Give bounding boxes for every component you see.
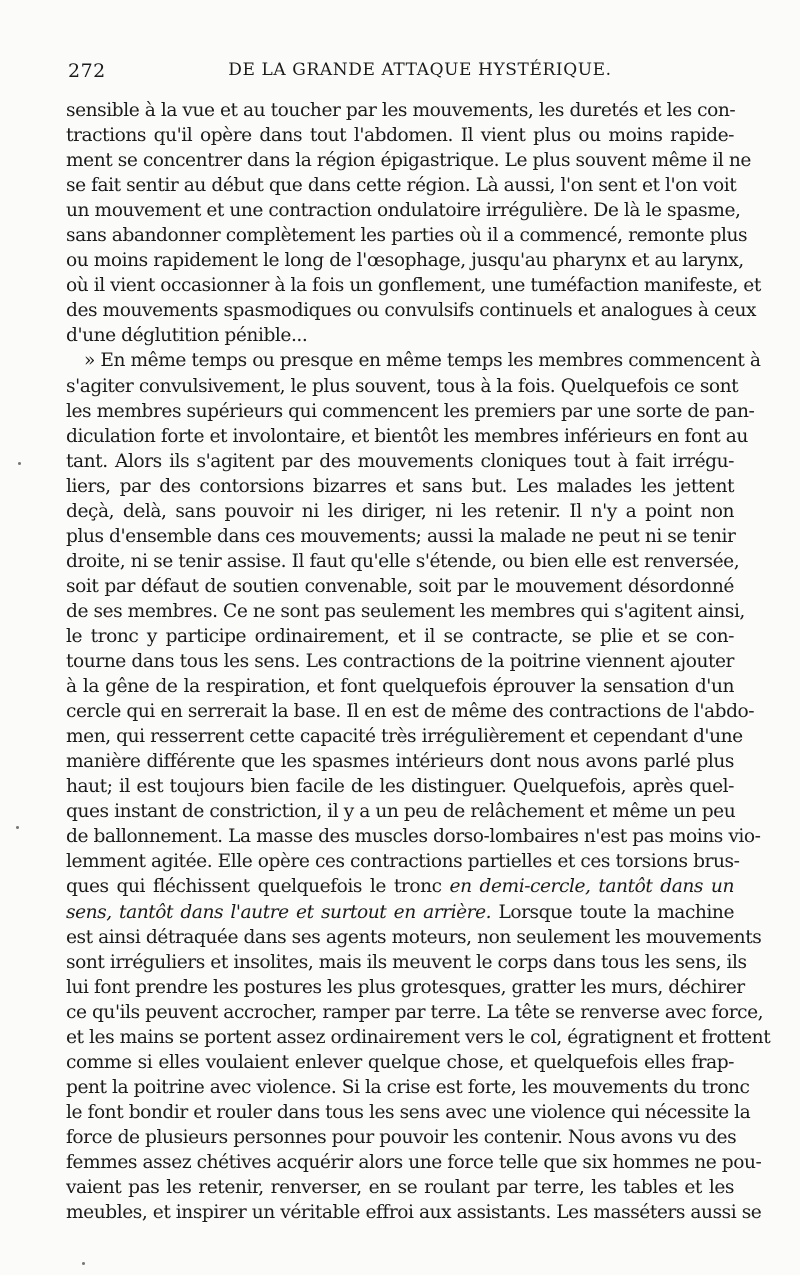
text-segment: Lorsque toute la machine <box>498 901 735 923</box>
text-line: lui font prendre les postures les plus grotesques, gratter les murs, déchirer <box>66 976 745 998</box>
text-line: droite, ni se tenir assise. Il faut qu'elle s'étende, ou bien elle est renversée, <box>66 550 740 572</box>
text-line-with-italic <box>66 900 734 925</box>
text-line: ce qu'ils peuvent accrocher, ramper par terre. La tête se renverse avec force, <box>66 1001 764 1023</box>
italic-segment: sens, tantôt dans l'autre et surtout en arrière. <box>66 901 492 923</box>
text-line: lemment agitée. Elle opère ces contractions partielles et ces torsions brus- <box>66 851 740 873</box>
text-line: pent la poitrine avec violence. Si la crise est forte, les mouvements du tronc <box>66 1076 750 1098</box>
text-line: les membres supérieurs qui commencent les premiers par une sorte de pan- <box>66 400 755 422</box>
text-line: haut; il est toujours bien facile de les distinguer. Quelquefois, après quel- <box>66 776 734 798</box>
text-line: de ballonnement. La masse des muscles dorso-lombaires n'est pas moins vio- <box>66 826 761 848</box>
text-line: tant. Alors ils s'agitent par des mouvements cloniques tout à fait irrégu- <box>66 450 734 472</box>
text-line: à la gêne de la respiration, et font quelquefois éprouver la sensation d'un <box>66 676 734 698</box>
text-line: deçà, delà, sans pouvoir ni les diriger, ni les retenir. Il n'y a point non <box>66 500 734 522</box>
text-line: tractions qu'il opère dans tout l'abdomen. Il vient plus ou moins rapide- <box>66 125 734 147</box>
text-line: un mouvement et une contraction ondulatoire irrégulière. De là le spasme, <box>66 200 741 222</box>
text-line-paragraph-start: » En même temps ou presque en même temps les membres commencent à <box>84 350 761 372</box>
text-line: sensible à la vue et au toucher par les mouvements, les duretés et les con- <box>66 100 736 121</box>
paper-speck <box>16 826 19 829</box>
italic-segment: en demi-cercle, tantôt dans un <box>449 876 734 898</box>
text-line: le tronc y participe ordinairement, et il se contracte, se plie et se con- <box>66 625 734 647</box>
text-line-with-italic <box>66 874 734 899</box>
text-line: vaient pas les retenir, renverser, en se roulant par terre, les tables et les <box>66 1177 734 1199</box>
text-line: plus d'ensemble dans ces mouvements; aussi la malade ne peut ni se tenir <box>66 525 736 547</box>
text-line: tourne dans tous les sens. Les contractions de la poitrine viennent ajouter <box>66 651 734 673</box>
text-line: comme si elles voulaient enlever quelque chose, et quelquefois elles frap- <box>66 1051 734 1073</box>
text-line: de ses membres. Ce ne sont pas seulement les membres qui s'agitent ainsi, <box>66 600 745 622</box>
text-line-paragraph-end: d'une déglutition pénible... <box>66 325 308 347</box>
body-text <box>66 98 771 1225</box>
text-line: s'agiter convulsivement, le plus souvent, tous à la fois. Quelquefois ce sont <box>66 375 739 397</box>
text-line: force de plusieurs personnes pour pouvoir les contenir. Nous avons vu des <box>66 1126 737 1148</box>
text-line: cercle qui en serrerait la base. Il en est de même des contractions de l'abdo- <box>66 701 755 723</box>
text-line: sans abandonner complètement les parties où il a commencé, remonte plus <box>66 225 748 247</box>
text-line: soit par défaut de soutien convenable, soit par le mouvement désordonné <box>66 575 734 597</box>
text-line: femmes assez chétives acquérir alors une force telle que six hommes ne pou- <box>66 1151 762 1173</box>
text-line: des mouvements spasmodiques ou convulsifs continuels et analogues à ceux <box>66 300 757 322</box>
text-line: liers, par des contorsions bizarres et sans but. Les malades les jettent <box>66 475 734 497</box>
text-line: et les mains se portent assez ordinairement vers le col, égratignent et frottent <box>66 1026 771 1048</box>
paper-speck <box>82 1262 85 1265</box>
text-line: ques instant de constriction, il y a un peu de relâchement et même un peu <box>66 801 736 823</box>
running-title: DE LA GRANDE ATTAQUE HYSTÉRIQUE. <box>228 60 612 80</box>
text-line: ment se concentrer dans la région épigastrique. Le plus souvent même il ne <box>66 150 751 172</box>
text-line: est ainsi détraquée dans ses agents moteurs, non seulement les mouvements <box>66 926 762 948</box>
text-line: se fait sentir au début que dans cette région. Là aussi, l'on sent et l'on voit <box>66 175 737 197</box>
page-number: 272 <box>68 60 106 82</box>
text-line: le font bondir et rouler dans tous les sens avec une violence qui nécessite la <box>66 1101 751 1123</box>
text-line: ou moins rapidement le long de l'œsophage, jusqu'au pharynx et au larynx, <box>66 250 744 272</box>
text-segment: ques qui fléchissent quelquefois le tronc <box>66 876 442 898</box>
text-line: sont irréguliers et insolites, mais ils meuvent le corps dans tous les sens, ils <box>66 951 747 973</box>
running-header <box>68 58 732 86</box>
text-line: manière différente que les spasmes intérieurs dont nous avons parlé plus <box>66 751 734 773</box>
text-line: men, qui resserrent cette capacité très irrégulièrement et cependant d'une <box>66 726 743 748</box>
text-line: où il vient occasionner à la fois un gonflement, une tuméfaction manifeste, et <box>66 275 761 297</box>
text-line: meubles, et inspirer un véritable effroi aux assistants. Les masséters aussi se <box>66 1202 762 1224</box>
paper-speck <box>18 462 21 465</box>
text-line: diculation forte et involontaire, et bientôt les membres inférieurs en font au <box>66 425 748 447</box>
